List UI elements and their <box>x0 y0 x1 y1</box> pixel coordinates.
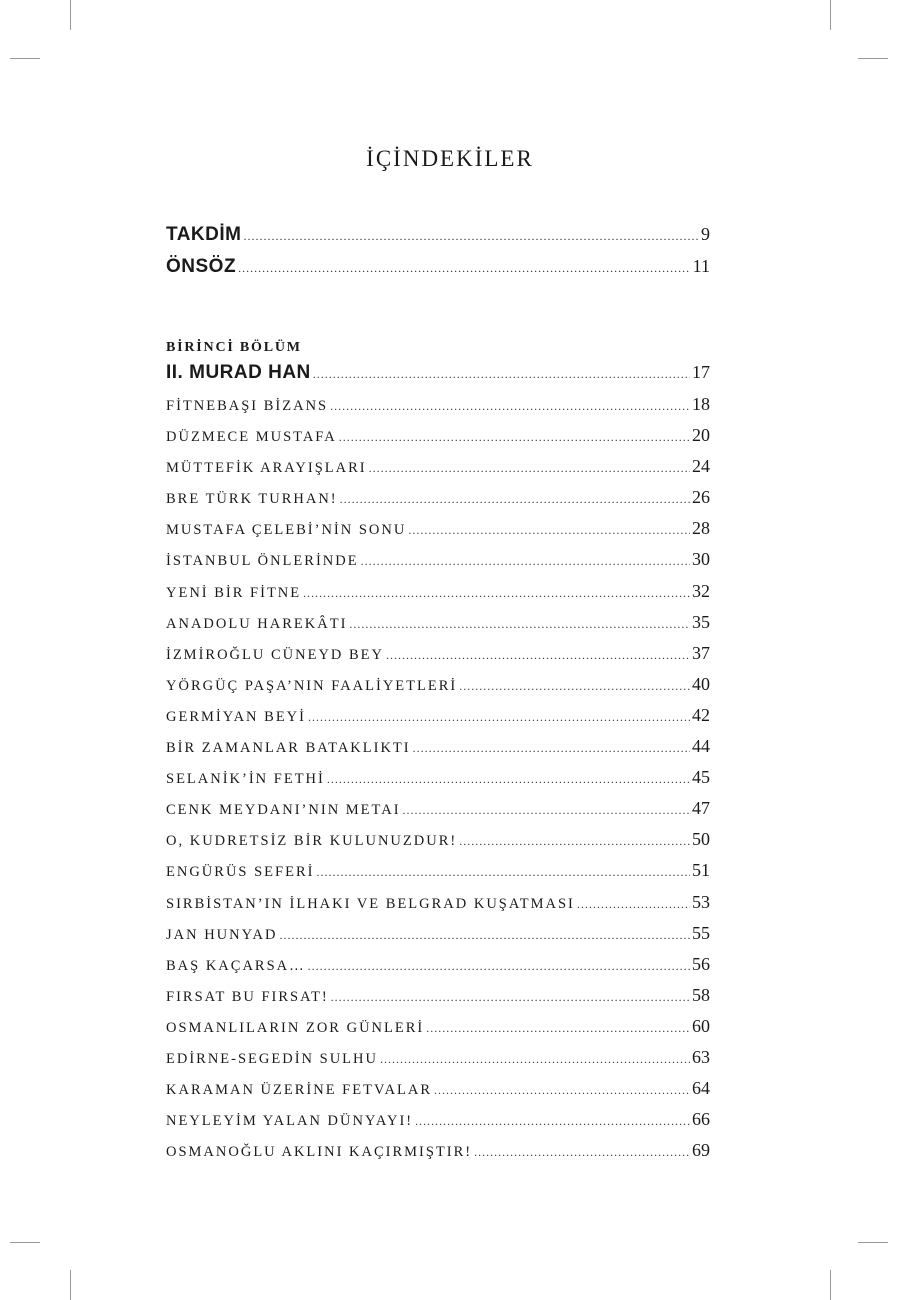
toc-row[interactable] <box>166 518 710 549</box>
part-heading: BİRİNCİ BÖLÜM <box>166 340 302 355</box>
toc-page-number: 35 <box>692 611 710 632</box>
crop-mark-left-bottom <box>10 1242 40 1243</box>
toc-page-number: 50 <box>692 829 710 850</box>
crop-mark-top-left <box>70 0 71 30</box>
dot-leader <box>459 834 690 849</box>
dot-leader <box>279 928 690 943</box>
toc-page-number: 28 <box>692 518 710 539</box>
toc-label: FİTNEBAŞI BİZANS <box>166 398 329 414</box>
toc-row[interactable] <box>166 1016 710 1047</box>
toc-label: İSTANBUL ÖNLERİNDE <box>166 553 359 570</box>
toc-page-number: 30 <box>692 549 710 570</box>
toc-label: SELANİK’İN FETHİ <box>166 771 325 788</box>
toc-label: KARAMAN ÜZERİNE FETVALAR <box>166 1082 433 1099</box>
toc-page-number: 24 <box>692 456 710 477</box>
toc-row[interactable] <box>166 705 710 736</box>
toc-page-number: 63 <box>692 1046 710 1067</box>
toc-page-number: 55 <box>692 922 710 943</box>
dot-leader <box>308 710 690 725</box>
toc-row[interactable] <box>166 456 710 487</box>
toc-page-number: 45 <box>692 767 710 788</box>
dot-leader <box>340 492 690 507</box>
dot-leader <box>339 430 690 445</box>
toc-label: DÜZMECE MUSTAFA <box>166 429 337 446</box>
toc-row[interactable] <box>166 1140 710 1171</box>
table-of-contents <box>166 224 710 1171</box>
toc-row[interactable] <box>166 425 710 456</box>
toc-row[interactable] <box>166 860 710 891</box>
dot-leader <box>238 261 691 276</box>
toc-page-number: 17 <box>692 362 710 382</box>
dot-leader <box>330 399 690 414</box>
toc-row[interactable] <box>166 581 710 612</box>
dot-leader <box>474 1145 690 1160</box>
dot-leader <box>331 990 690 1005</box>
crop-mark-bottom-left <box>70 1270 71 1300</box>
dot-leader <box>308 959 690 974</box>
toc-label: O, KUDRETSİZ BİR KULUNUZDUR! <box>166 833 458 850</box>
toc-row[interactable] <box>166 798 710 829</box>
toc-row[interactable] <box>166 1078 710 1109</box>
toc-page-number: 56 <box>692 953 710 974</box>
toc-row[interactable] <box>166 923 710 954</box>
dot-leader <box>434 1083 690 1098</box>
toc-page-number: 18 <box>692 394 710 414</box>
toc-row[interactable] <box>166 612 710 643</box>
dot-leader <box>243 229 699 244</box>
crop-mark-left-top <box>10 58 40 59</box>
toc-row[interactable] <box>166 736 710 767</box>
dot-leader <box>386 648 690 663</box>
dot-leader <box>408 523 690 538</box>
dot-leader <box>313 367 690 382</box>
toc-page-number: 58 <box>692 984 710 1005</box>
toc-row[interactable] <box>166 1047 710 1078</box>
toc-row[interactable] <box>166 985 710 1016</box>
toc-label: OSMANOĞLU AKLINI KAÇIRMIŞTIR! <box>166 1144 473 1161</box>
toc-page-number: 40 <box>692 673 710 694</box>
toc-page-number: 9 <box>701 224 710 244</box>
toc-label: BRE TÜRK TURHAN! <box>166 491 338 508</box>
toc-row-chapter[interactable] <box>166 362 710 394</box>
toc-label: İZMİROĞLU CÜNEYD BEY <box>166 646 385 663</box>
toc-row[interactable] <box>166 487 710 518</box>
toc-label: OSMANLILARIN ZOR GÜNLERİ <box>166 1019 425 1036</box>
toc-label: EDİRNE-SEGEDİN SULHU <box>166 1050 378 1067</box>
toc-row[interactable] <box>166 1109 710 1140</box>
dot-leader <box>369 461 690 476</box>
toc-row[interactable] <box>166 892 710 923</box>
crop-mark-bottom-right <box>830 1270 831 1300</box>
toc-page-number: 42 <box>692 704 710 725</box>
toc-page-number: 64 <box>692 1078 710 1099</box>
toc-row[interactable] <box>166 549 710 580</box>
crop-mark-top-right <box>830 0 831 30</box>
toc-row[interactable] <box>166 829 710 860</box>
toc-label: SIRBİSTAN’IN İLHAKI VE BELGRAD KUŞATMASI <box>166 895 575 912</box>
toc-page-number: 11 <box>692 256 710 276</box>
toc-label: MÜTTEFİK ARAYIŞLARI <box>166 460 367 477</box>
dot-leader <box>413 741 690 756</box>
toc-page-number: 60 <box>692 1015 710 1036</box>
toc-page-number: 66 <box>692 1109 710 1130</box>
toc-row-onsoz[interactable] <box>166 256 710 288</box>
toc-row[interactable] <box>166 767 710 798</box>
crop-mark-right-top <box>858 58 888 59</box>
dot-leader <box>349 617 690 632</box>
toc-row[interactable] <box>166 394 710 425</box>
toc-page-number: 26 <box>692 487 710 508</box>
toc-label: YENİ BİR FİTNE <box>166 584 302 601</box>
dot-leader <box>327 772 690 787</box>
toc-label: MUSTAFA ÇELEBİ’NİN SONU <box>166 522 407 539</box>
toc-page-number: 69 <box>692 1140 710 1161</box>
dot-leader <box>403 803 690 818</box>
toc-page-number: 44 <box>692 736 710 757</box>
toc-label: FIRSAT BU FIRSAT! <box>166 988 329 1005</box>
dot-leader <box>361 554 690 569</box>
dot-leader <box>426 1021 690 1036</box>
toc-label: ÖNSÖZ <box>166 256 237 277</box>
toc-row[interactable] <box>166 674 710 705</box>
toc-label: GERMİYAN BEYİ <box>166 708 306 725</box>
toc-page-number: 37 <box>692 642 710 663</box>
toc-row-takdim[interactable] <box>166 224 710 256</box>
dot-leader <box>380 1052 690 1067</box>
toc-label: JAN HUNYAD <box>166 926 278 943</box>
toc-page-number: 53 <box>692 891 710 912</box>
toc-label: TAKDİM <box>166 224 242 245</box>
toc-label: BİR ZAMANLAR BATAKLIKTI <box>166 740 411 757</box>
toc-row[interactable] <box>166 954 710 985</box>
toc-row[interactable] <box>166 643 710 674</box>
toc-label: YÖRGÜÇ PAŞA’NIN FAALİYETLERİ <box>166 677 458 694</box>
toc-label: CENK MEYDANI’NIN METAI <box>166 802 401 819</box>
toc-page-number: 47 <box>692 798 710 819</box>
dot-leader <box>316 865 690 880</box>
dot-leader <box>577 897 690 912</box>
toc-label: ENGÜRÜS SEFERİ <box>166 864 315 881</box>
page-title: İÇİNDEKİLER <box>366 146 534 171</box>
dot-leader <box>303 586 690 601</box>
toc-page-number: 32 <box>692 580 710 601</box>
crop-mark-right-bottom <box>858 1242 888 1243</box>
toc-label: II. MURAD HAN <box>166 362 311 383</box>
toc-label: NEYLEYİM YALAN DÜNYAYI! <box>166 1113 414 1130</box>
toc-label: BAŞ KAÇARSA… <box>166 957 306 974</box>
toc-label: ANADOLU HAREKÂTI <box>166 615 348 632</box>
dot-leader <box>415 1114 690 1129</box>
dot-leader <box>459 679 690 694</box>
toc-page-number: 51 <box>692 860 710 881</box>
toc-page-number: 20 <box>692 425 710 446</box>
